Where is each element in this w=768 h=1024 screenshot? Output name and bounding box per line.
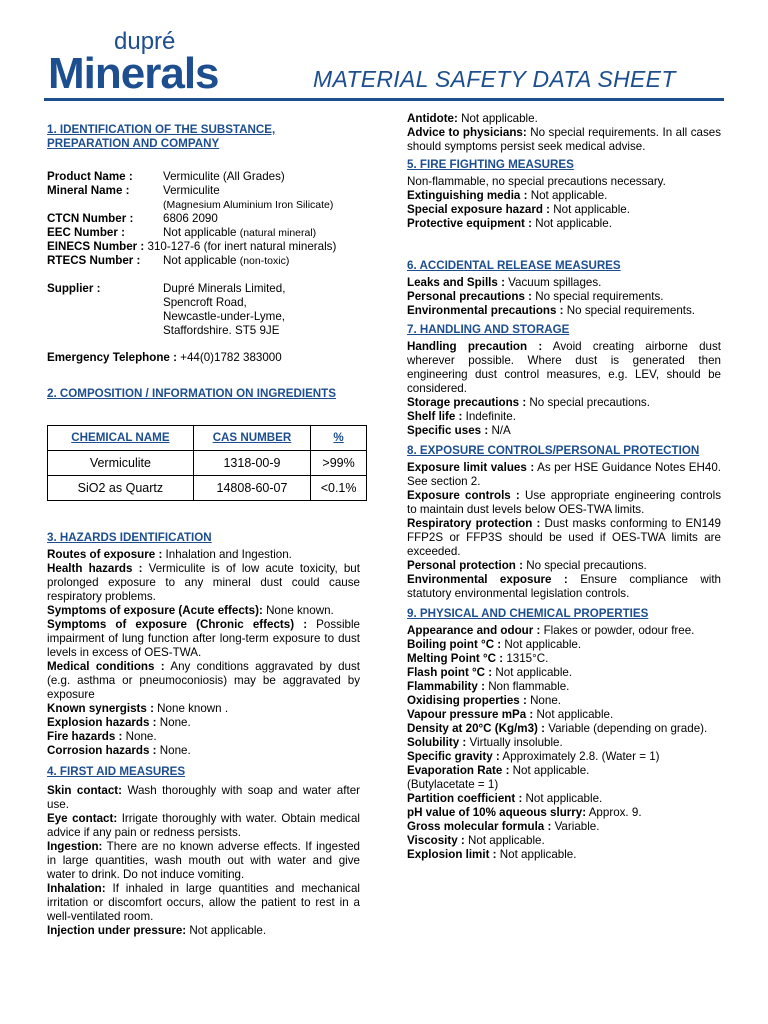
s9-melting-v: 1315°C. — [506, 652, 549, 665]
s9-vapour-k: Vapour pressure mPa : — [407, 708, 534, 721]
s8-limit-k: Exposure limit values : — [407, 461, 535, 474]
s3-fire-k: Fire hazards : — [47, 730, 123, 743]
s9-melting-k: Melting Point °C : — [407, 652, 504, 665]
s9-oxidising-k: Oxidising properties : — [407, 694, 527, 707]
s7-uses-v: N/A — [491, 424, 511, 437]
section-1-heading: 1. IDENTIFICATION OF THE SUBSTANCE, PREPARATION AND COMPANY — [47, 123, 276, 150]
s5-equip-v: Not applicable. — [535, 217, 612, 230]
s2-rows-0-pct: >99% — [311, 451, 367, 476]
s7-storage-v: No special precautions. — [529, 396, 650, 409]
eec-label: EEC Number : — [47, 226, 125, 239]
einecs-label: EINECS Number : — [47, 240, 145, 253]
logo-dupre-text: dupré — [114, 28, 176, 55]
s3-health-v: Vermiculite is of low acute toxicity, but prolonged exposure to any mineral dust could cause respiratory problems. — [47, 562, 360, 603]
s9-ph-v: Approx. 9. — [588, 806, 642, 819]
s4-eye-k: Eye contact: — [47, 812, 118, 825]
s9-formula-k: Gross molecular formula : — [407, 820, 552, 833]
mineral-name-value: Vermiculite — [163, 184, 220, 197]
s4-injection-v: Not applicable. — [189, 924, 267, 937]
section-3-heading: 3. HAZARDS IDENTIFICATION — [47, 531, 212, 544]
eec-value: Not applicable — [163, 226, 237, 239]
s5-media-k: Extinguishing media : — [407, 189, 528, 202]
s9-gravity-k: Specific gravity : — [407, 750, 500, 763]
supplier-address — [163, 282, 360, 338]
s9-viscosity-k: Viscosity : — [407, 834, 465, 847]
s9-boiling-v: Not applicable. — [504, 638, 582, 651]
s8-pp-v: No special precautions. — [526, 559, 647, 572]
rtecs-note: (non-toxic) — [239, 255, 290, 267]
s9-evap-k: Evaporation Rate : — [407, 764, 510, 777]
section-4-heading: 4. FIRST AID MEASURES — [47, 765, 186, 778]
section-5-heading: 5. FIRE FIGHTING MEASURES — [407, 158, 574, 171]
section-6-heading: 6. ACCIDENTAL RELEASE MEASURES — [407, 259, 621, 272]
s3-explosion-v: None. — [159, 716, 191, 729]
s4-advice-k: Advice to physicians: — [407, 126, 527, 139]
section-8-heading: 8. EXPOSURE CONTROLS/PERSONAL PROTECTION — [407, 444, 700, 457]
product-name-label: Product Name : — [47, 170, 133, 183]
s9-appearance-v: Flakes or powder, odour free. — [543, 624, 695, 637]
s3-health-k: Health hazards : — [47, 562, 143, 575]
s9-flammability-k: Flammability : — [407, 680, 485, 693]
col-chemical-name: CHEMICAL NAME — [48, 426, 194, 451]
s7-shelf-v: Indefinite. — [465, 410, 516, 423]
s6-env-v: No special requirements. — [566, 304, 696, 317]
header — [0, 0, 768, 112]
s4-injection-k: Injection under pressure: — [47, 924, 187, 937]
ctcn-label: CTCN Number : — [47, 212, 134, 225]
mineral-name-label: Mineral Name : — [47, 184, 130, 197]
s9-ph-k: pH value of 10% aqueous slurry: — [407, 806, 587, 819]
s1-supplier-lines-3: Staffordshire. ST5 9JE — [163, 324, 280, 337]
s5-hazard-v: Not applicable. — [553, 203, 630, 216]
s9-flash-v: Not applicable. — [495, 666, 573, 679]
s8-resp-k: Respiratory protection : — [407, 517, 541, 530]
rtecs-value: Not applicable — [163, 254, 237, 267]
s5-equip-k: Protective equipment : — [407, 217, 532, 230]
s2-rows-0-cas: 1318-00-9 — [193, 451, 310, 476]
s9-flash-k: Flash point °C : — [407, 666, 493, 679]
s3-medical-v: Any conditions aggravated by dust (e.g. asthma or pneumoconiosis) may be aggravated by exposure — [47, 660, 360, 701]
s4-inhalation-k: Inhalation: — [47, 882, 106, 895]
s9-evap-note: (Butylacetate = 1) — [407, 778, 499, 791]
table-row — [48, 476, 367, 501]
header-rule — [44, 98, 724, 101]
s7-shelf-k: Shelf life : — [407, 410, 463, 423]
s3-routes-k: Routes of exposure : — [47, 548, 163, 561]
table-row — [48, 451, 367, 476]
s9-oxidising-v: None. — [530, 694, 561, 707]
s3-medical-k: Medical conditions : — [47, 660, 165, 673]
s4-ingestion-k: Ingestion: — [47, 840, 103, 853]
s1-supplier-lines-2: Newcastle-under-Lyme, — [163, 310, 285, 323]
logo-minerals-text: Minerals — [48, 49, 219, 98]
s9-solubility-v: Virtually insoluble. — [469, 736, 563, 749]
s8-envexp-k: Environmental exposure : — [407, 573, 568, 586]
s1-supplier-lines-1: Spencroft Road, — [163, 296, 247, 309]
emergency-value: +44(0)1782 383000 — [180, 351, 282, 364]
s3-acute-k: Symptoms of exposure (Acute effects): — [47, 604, 263, 617]
s8-envexp-v: Ensure compliance with statutory environmental legislation controls. — [407, 573, 721, 600]
section-7-heading: 7. HANDLING AND STORAGE — [407, 323, 570, 336]
s3-acute-v: None known. — [266, 604, 334, 617]
s3-routes-v: Inhalation and Ingestion. — [165, 548, 292, 561]
section-9-heading: 9. PHYSICAL AND CHEMICAL PROPERTIES — [407, 607, 649, 620]
s4-inhalation-v: If inhaled in large quantities and mechanical irritation or discomfort occurs, allow the patient to rest in a well-ventilated room. — [47, 882, 360, 923]
s3-corrosion-v: None. — [159, 744, 191, 757]
right-column — [407, 112, 721, 862]
s6-personal-v: No special requirements. — [535, 290, 664, 303]
emergency-label: Emergency Telephone : — [47, 351, 177, 364]
s2-rows-0-name: Vermiculite — [48, 451, 194, 476]
s7-uses-k: Specific uses : — [407, 424, 489, 437]
s8-resp-v: Dust masks conforming to EN149 FFP2S or FFP3S should be used if OES-TWA limits are exceeded. — [407, 517, 721, 558]
s3-fire-v: None. — [125, 730, 157, 743]
s4-ingestion-v: There are no known adverse effects. If ingested in large quantities, wash mouth out with water and give water to drink. Do not induce vomiting. — [47, 840, 360, 881]
s7-handling-v: Avoid creating airborne dust wherever possible. Where dust is generated then engineering dust control measures, e.g. LEV, should be considered. — [407, 340, 721, 395]
s3-chronic-v: Possible impairment of lung function after long-term exposure to dust levels in excess of OES-TWA. — [47, 618, 360, 659]
s3-synergists-v: None known . — [157, 702, 229, 715]
s9-explosion-v: Not applicable. — [499, 848, 577, 861]
s3-chronic-k: Symptoms of exposure (Chronic effects) : — [47, 618, 308, 631]
s9-formula-v: Variable. — [554, 820, 600, 833]
eec-note: (natural mineral) — [239, 227, 317, 239]
supplier-label: Supplier : — [47, 282, 101, 295]
s4-advice-v: No special requirements. In all cases should symptoms persist seek medical advise. — [407, 126, 722, 153]
s8-controls-k: Exposure controls : — [407, 489, 520, 502]
s9-partition-v: Not applicable. — [525, 792, 603, 805]
s8-controls-v: Use appropriate engineering controls to maintain dust levels below OES-TWA limits. — [407, 489, 721, 516]
s9-appearance-k: Appearance and odour : — [407, 624, 541, 637]
s6-leaks-v: Vacuum spillages. — [508, 276, 602, 289]
ctcn-value: 6806 2090 — [163, 212, 218, 225]
s1-supplier-lines-0: Dupré Minerals Limited, — [163, 282, 286, 295]
s6-leaks-k: Leaks and Spills : — [407, 276, 505, 289]
s9-evap-v: Not applicable. — [512, 764, 590, 777]
s6-personal-k: Personal precautions : — [407, 290, 532, 303]
s8-limit-v: As per HSE Guidance Notes EH40. See section 2. — [407, 461, 721, 488]
dupre-minerals-logo — [48, 28, 258, 98]
s2-rows-1-pct: <0.1% — [311, 476, 367, 501]
col-percent: % — [311, 426, 367, 451]
s9-partition-k: Partition coefficient : — [407, 792, 523, 805]
s2-rows-1-name: SiO2 as Quartz — [48, 476, 194, 501]
s4-skin-k: Skin contact: — [47, 784, 123, 797]
s9-boiling-k: Boiling point °C : — [407, 638, 502, 651]
s5-intro: Non-flammable, no special precautions necessary. — [407, 175, 666, 188]
left-column — [47, 112, 360, 938]
s8-pp-k: Personal protection : — [407, 559, 523, 572]
mineral-name-sub: (Magnesium Aluminium Iron Silicate) — [163, 199, 334, 211]
s2-rows-1-cas: 14808-60-07 — [193, 476, 310, 501]
s3-corrosion-k: Corrosion hazards : — [47, 744, 157, 757]
document-title: MATERIAL SAFETY DATA SHEET — [313, 66, 676, 92]
s3-synergists-k: Known synergists : — [47, 702, 154, 715]
s9-density-k: Density at 20°C (Kg/m3) : — [407, 722, 545, 735]
s9-solubility-k: Solubility : — [407, 736, 467, 749]
s9-vapour-v: Not applicable. — [536, 708, 614, 721]
s6-env-k: Environmental precautions : — [407, 304, 564, 317]
section-2-heading: 2. COMPOSITION / INFORMATION ON INGREDIENTS — [47, 387, 336, 400]
s9-explosion-k: Explosion limit : — [407, 848, 497, 861]
composition-table — [47, 425, 367, 501]
s4-antidote-k: Antidote: — [407, 112, 458, 125]
s4-skin-v: Wash thoroughly with soap and water after use. — [47, 784, 361, 811]
s9-flammability-v: Non flammable. — [488, 680, 570, 693]
s9-gravity-v: Approximately 2.8. (Water = 1) — [502, 750, 660, 763]
s3-explosion-k: Explosion hazards : — [47, 716, 157, 729]
s5-hazard-k: Special exposure hazard : — [407, 203, 551, 216]
product-name-value: Vermiculite (All Grades) — [163, 170, 285, 183]
rtecs-label: RTECS Number : — [47, 254, 141, 267]
s7-storage-k: Storage precautions : — [407, 396, 527, 409]
col-cas-number: CAS NUMBER — [193, 426, 310, 451]
s4-eye-v: Irrigate thoroughly with water. Obtain medical advice if any pain or redness persists. — [47, 812, 360, 839]
s4-antidote-v: Not applicable. — [461, 112, 538, 125]
einecs-value: 310-127-6 (for inert natural minerals) — [147, 240, 337, 253]
s9-viscosity-v: Not applicable. — [468, 834, 545, 847]
s9-density-v: Variable (depending on grade). — [548, 722, 708, 735]
s5-media-v: Not applicable. — [530, 189, 608, 202]
s7-handling-k: Handling precaution : — [407, 340, 543, 353]
